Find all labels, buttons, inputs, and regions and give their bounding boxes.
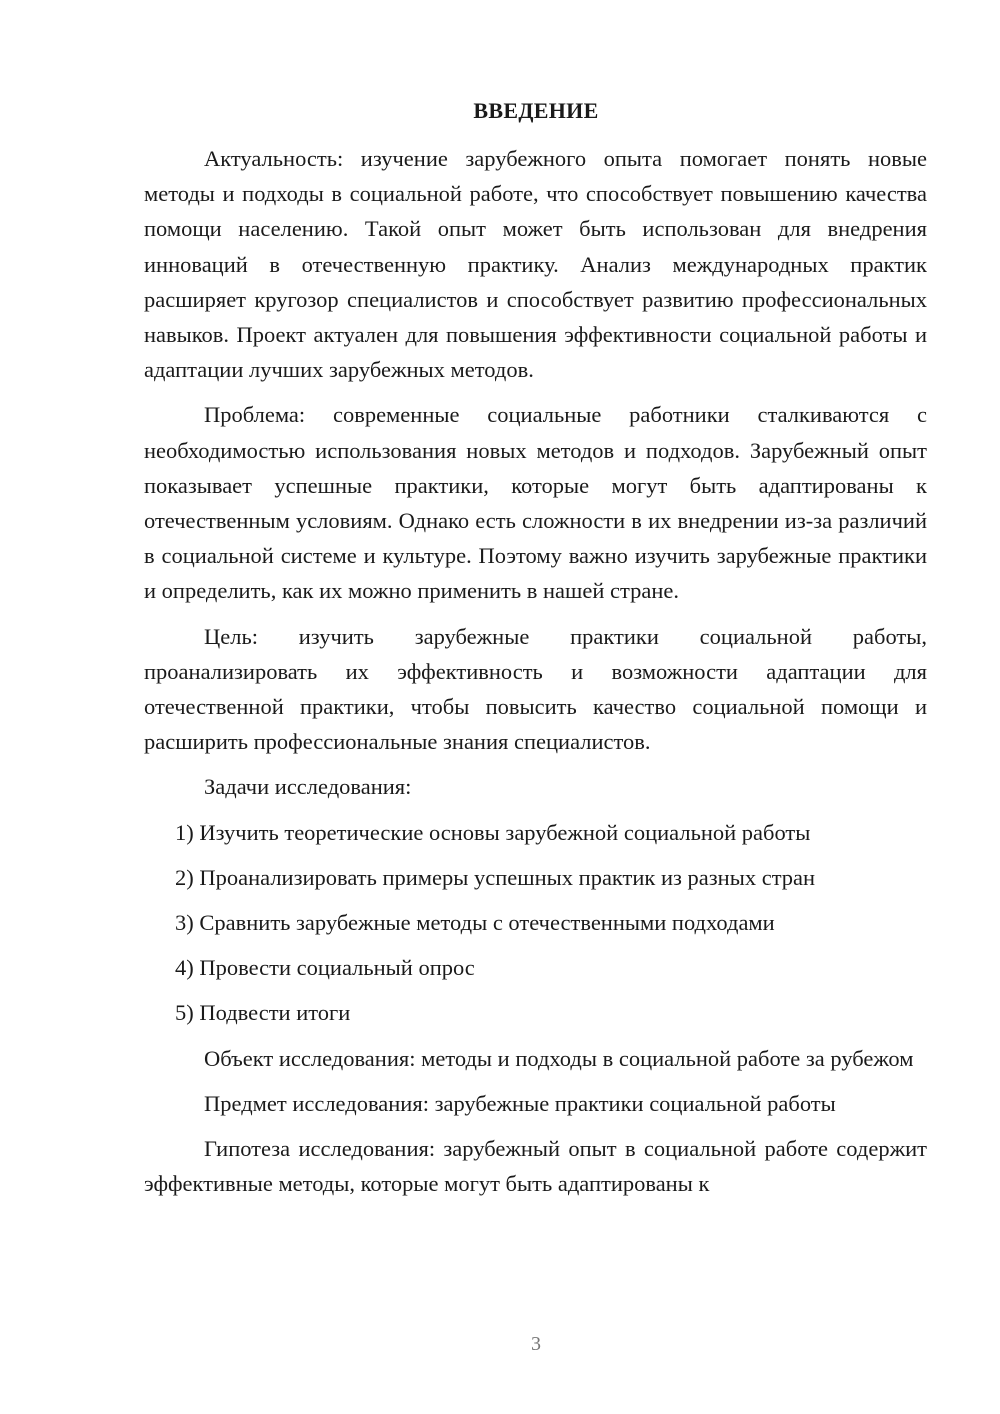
problem-paragraph: Проблема: современные социальные работники сталкиваются с необходимостью использования новых методов и подходов. Зарубежный опыт показывает успешные практики, которые могут быть адаптированы к отечественным условиям. Однако есть сложности в их внедрении из-за различий в социальной системе и культуре. Поэтому важно изучить зарубежные практики и определить, как их можно применить в нашей стране. xyxy=(144,402,927,604)
relevance-paragraph: Актуальность: изучение зарубежного опыта помогает понять новые методы и подходы в социальной работе, что способствует повышению качества помощи населению. Такой опыт может быть использован для внедрения инноваций в отечественную практику. Анализ международных практик расширяет кругозор специалистов и способствует развитию профессиональных навыков. Проект актуален для повышения эффективности социальной работы и адаптации лучших зарубежных методов. xyxy=(144,146,927,383)
task-item-4: 4) Провести социальный опрос xyxy=(175,955,475,981)
task-item-3: 3) Сравнить зарубежные методы с отечественными подходами xyxy=(175,910,775,936)
tasks-title: Задачи исследования: xyxy=(204,774,412,800)
body-text xyxy=(144,141,927,1201)
page-number: 3 xyxy=(531,1333,541,1355)
object-paragraph: Объект исследования: методы и подходы в социальной работе за рубежом xyxy=(204,1045,914,1071)
section-heading: ВВЕДЕНИЕ xyxy=(473,98,599,123)
task-item-2: 2) Проанализировать примеры успешных практик из разных стран xyxy=(175,864,816,890)
task-item-5: 5) Подвести итоги xyxy=(175,1000,351,1026)
subject-paragraph: Предмет исследования: зарубежные практики социальной работы xyxy=(204,1090,836,1116)
hypothesis-paragraph: Гипотеза исследования: зарубежный опыт в социальной работе содержит эффективные методы, которые могут быть адаптированы к xyxy=(144,1136,927,1197)
task-item-1: 1) Изучить теоретические основы зарубежной социальной работы xyxy=(175,819,811,845)
goal-paragraph: Цель: изучить зарубежные практики социальной работы, проанализировать их эффективность и возможности адаптации для отечественной практики, чтобы повысить качество социальной помощи и расширить профессиональные знания специалистов. xyxy=(144,623,927,755)
